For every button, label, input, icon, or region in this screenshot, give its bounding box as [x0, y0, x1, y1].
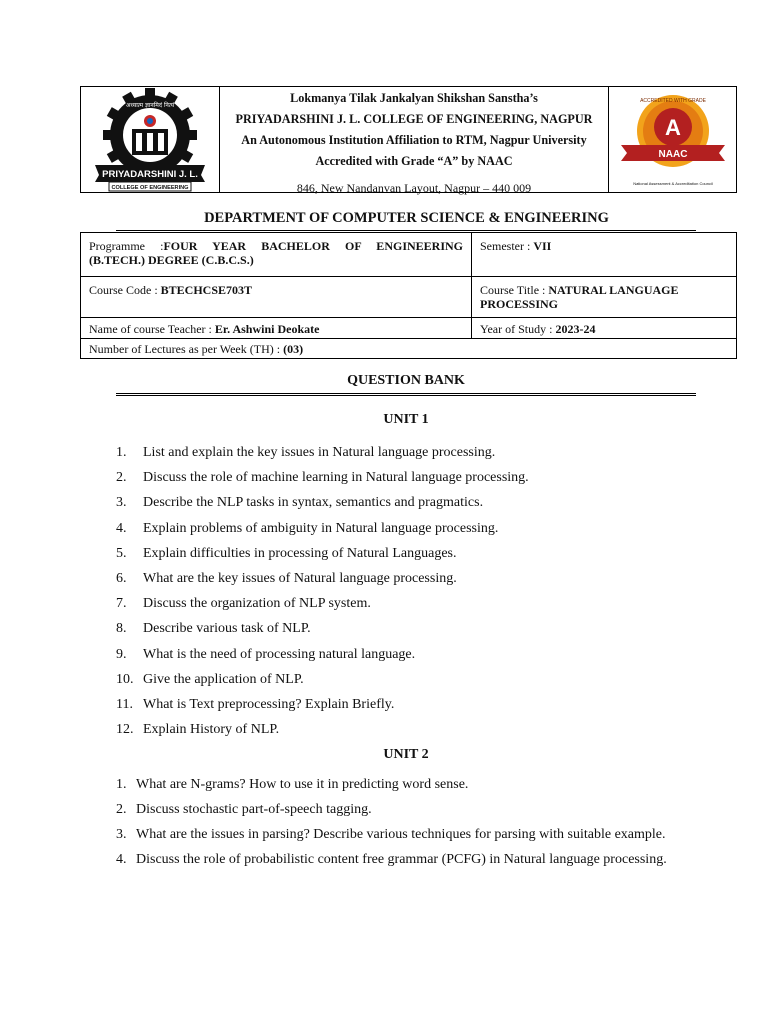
- question-item: [116, 671, 696, 696]
- unit1-question-list: [116, 444, 696, 746]
- question-text: Discuss the organization of NLP system.: [143, 596, 371, 612]
- question-text: Give the application of NLP.: [143, 671, 304, 687]
- question-item: [116, 444, 696, 469]
- question-item: [116, 772, 688, 797]
- question-number: 6.: [116, 570, 127, 586]
- college-header: [80, 86, 737, 193]
- programme-cell: Programme :FOUR YEAR BACHELOR OF ENGINEERING (B.TECH.) DEGREE (C.B.C.S.): [81, 233, 472, 277]
- affiliation: An Autonomous Institution Affiliation to RTM, Nagpur University: [241, 133, 587, 147]
- question-number: 8.: [116, 621, 127, 637]
- naac-badge-icon: [609, 87, 736, 192]
- question-item: [116, 822, 688, 847]
- question-item: [116, 696, 696, 721]
- logo-banner-college: COLLEGE OF ENGINEERING: [111, 185, 189, 191]
- unit1-title: UNIT 1: [383, 412, 429, 427]
- question-number: 2.: [116, 802, 127, 817]
- question-bank-title: QUESTION BANK: [347, 373, 465, 388]
- question-item: [116, 545, 696, 570]
- question-number: 7.: [116, 596, 127, 612]
- college-title-block: [220, 87, 608, 195]
- question-text: What are the key issues of Natural language processing.: [143, 570, 457, 586]
- question-text: Discuss the role of machine learning in Natural language processing.: [143, 470, 529, 486]
- question-number: 3.: [116, 495, 127, 511]
- college-name: PRIYADARSHINI J. L. COLLEGE OF ENGINEERING, NAGPUR: [235, 112, 593, 126]
- question-text: Discuss the role of probabilistic content free grammar (PCFG) in Natural language processing.: [136, 852, 667, 867]
- college-address: 846, New Nandanvan Layout, Nagpur – 440 009: [296, 181, 532, 195]
- svg-text:ACCREDITED WITH GRADE: ACCREDITED WITH GRADE: [640, 98, 706, 104]
- course-code-cell: Course Code : BTECHCSE703T: [81, 277, 472, 318]
- question-item: [116, 469, 696, 494]
- question-item: [116, 570, 696, 595]
- question-item: [116, 847, 688, 872]
- naac-label: NAAC: [658, 149, 688, 160]
- department-title: DEPARTMENT OF COMPUTER SCIENCE & ENGINEERING: [204, 210, 609, 226]
- college-emblem-icon: [81, 87, 219, 192]
- question-item: [116, 797, 688, 822]
- question-text: List and explain the key issues in Natural language processing.: [143, 445, 496, 460]
- naac-caption: National Assessment & Accreditation Council: [633, 181, 713, 186]
- naac-grade: A: [665, 115, 681, 140]
- question-text: What are the issues in parsing? Describe various techniques for parsing with suitable example.: [136, 827, 666, 842]
- question-text: What are N-grams? How to use it in predicting word sense.: [136, 777, 469, 792]
- year-cell: Year of Study : 2023-24: [472, 318, 737, 339]
- svg-text:अध्यात्म ज्ञानमिदं नित्यं: अध्यात्म ज्ञानमिदं नित्यं: [125, 102, 175, 109]
- teacher-cell: Name of course Teacher : Er. Ashwini Deokate: [81, 318, 472, 339]
- question-number: 2.: [116, 470, 127, 486]
- question-item: [116, 520, 696, 545]
- question-text: Explain History of NLP.: [143, 722, 280, 738]
- divider: [116, 230, 696, 231]
- course-info-table: [80, 232, 737, 359]
- question-number: 3.: [116, 827, 127, 842]
- course-title-cell: Course Title : NATURAL LANGUAGE PROCESSING: [472, 277, 737, 318]
- question-item: [116, 494, 696, 519]
- question-text: Explain difficulties in processing of Natural Languages.: [143, 545, 457, 561]
- question-text: What is Text preprocessing? Explain Briefly.: [143, 696, 395, 712]
- question-number: 1.: [116, 777, 127, 792]
- question-text: Describe various task of NLP.: [143, 621, 311, 637]
- divider: [116, 395, 696, 396]
- semester-cell: Semester : VII: [472, 233, 737, 277]
- unit2-question-list: [116, 772, 688, 872]
- college-logo: [81, 87, 220, 192]
- question-item: [116, 721, 696, 746]
- question-item: [116, 646, 696, 671]
- naac-logo: [608, 87, 736, 192]
- question-number: 11.: [116, 696, 133, 712]
- question-text: Discuss stochastic part-of-speech tagging.: [136, 802, 372, 817]
- question-number: 5.: [116, 545, 127, 561]
- question-number: 4.: [116, 852, 127, 867]
- question-number: 4.: [116, 520, 127, 536]
- unit2-title: UNIT 2: [383, 747, 429, 762]
- question-text: Describe the NLP tasks in syntax, semantics and pragmatics.: [143, 495, 484, 511]
- logo-banner-name: PRIYADARSHINI J. L.: [102, 169, 198, 180]
- question-text: What is the need of processing natural language.: [143, 646, 416, 662]
- question-item: [116, 620, 696, 645]
- trust-name: Lokmanya Tilak Jankalyan Shikshan Sanstha’s: [290, 91, 538, 105]
- question-item: [116, 595, 696, 620]
- question-number: 12.: [116, 722, 134, 738]
- question-text: Explain problems of ambiguity in Natural language processing.: [143, 520, 499, 536]
- question-number: 9.: [116, 646, 127, 662]
- accreditation: Accredited with Grade “A” by NAAC: [315, 154, 513, 168]
- question-number: 10.: [116, 671, 134, 687]
- divider: [116, 393, 696, 394]
- lectures-cell: Number of Lectures as per Week (TH) : (03): [81, 339, 737, 359]
- question-number: 1.: [116, 445, 127, 460]
